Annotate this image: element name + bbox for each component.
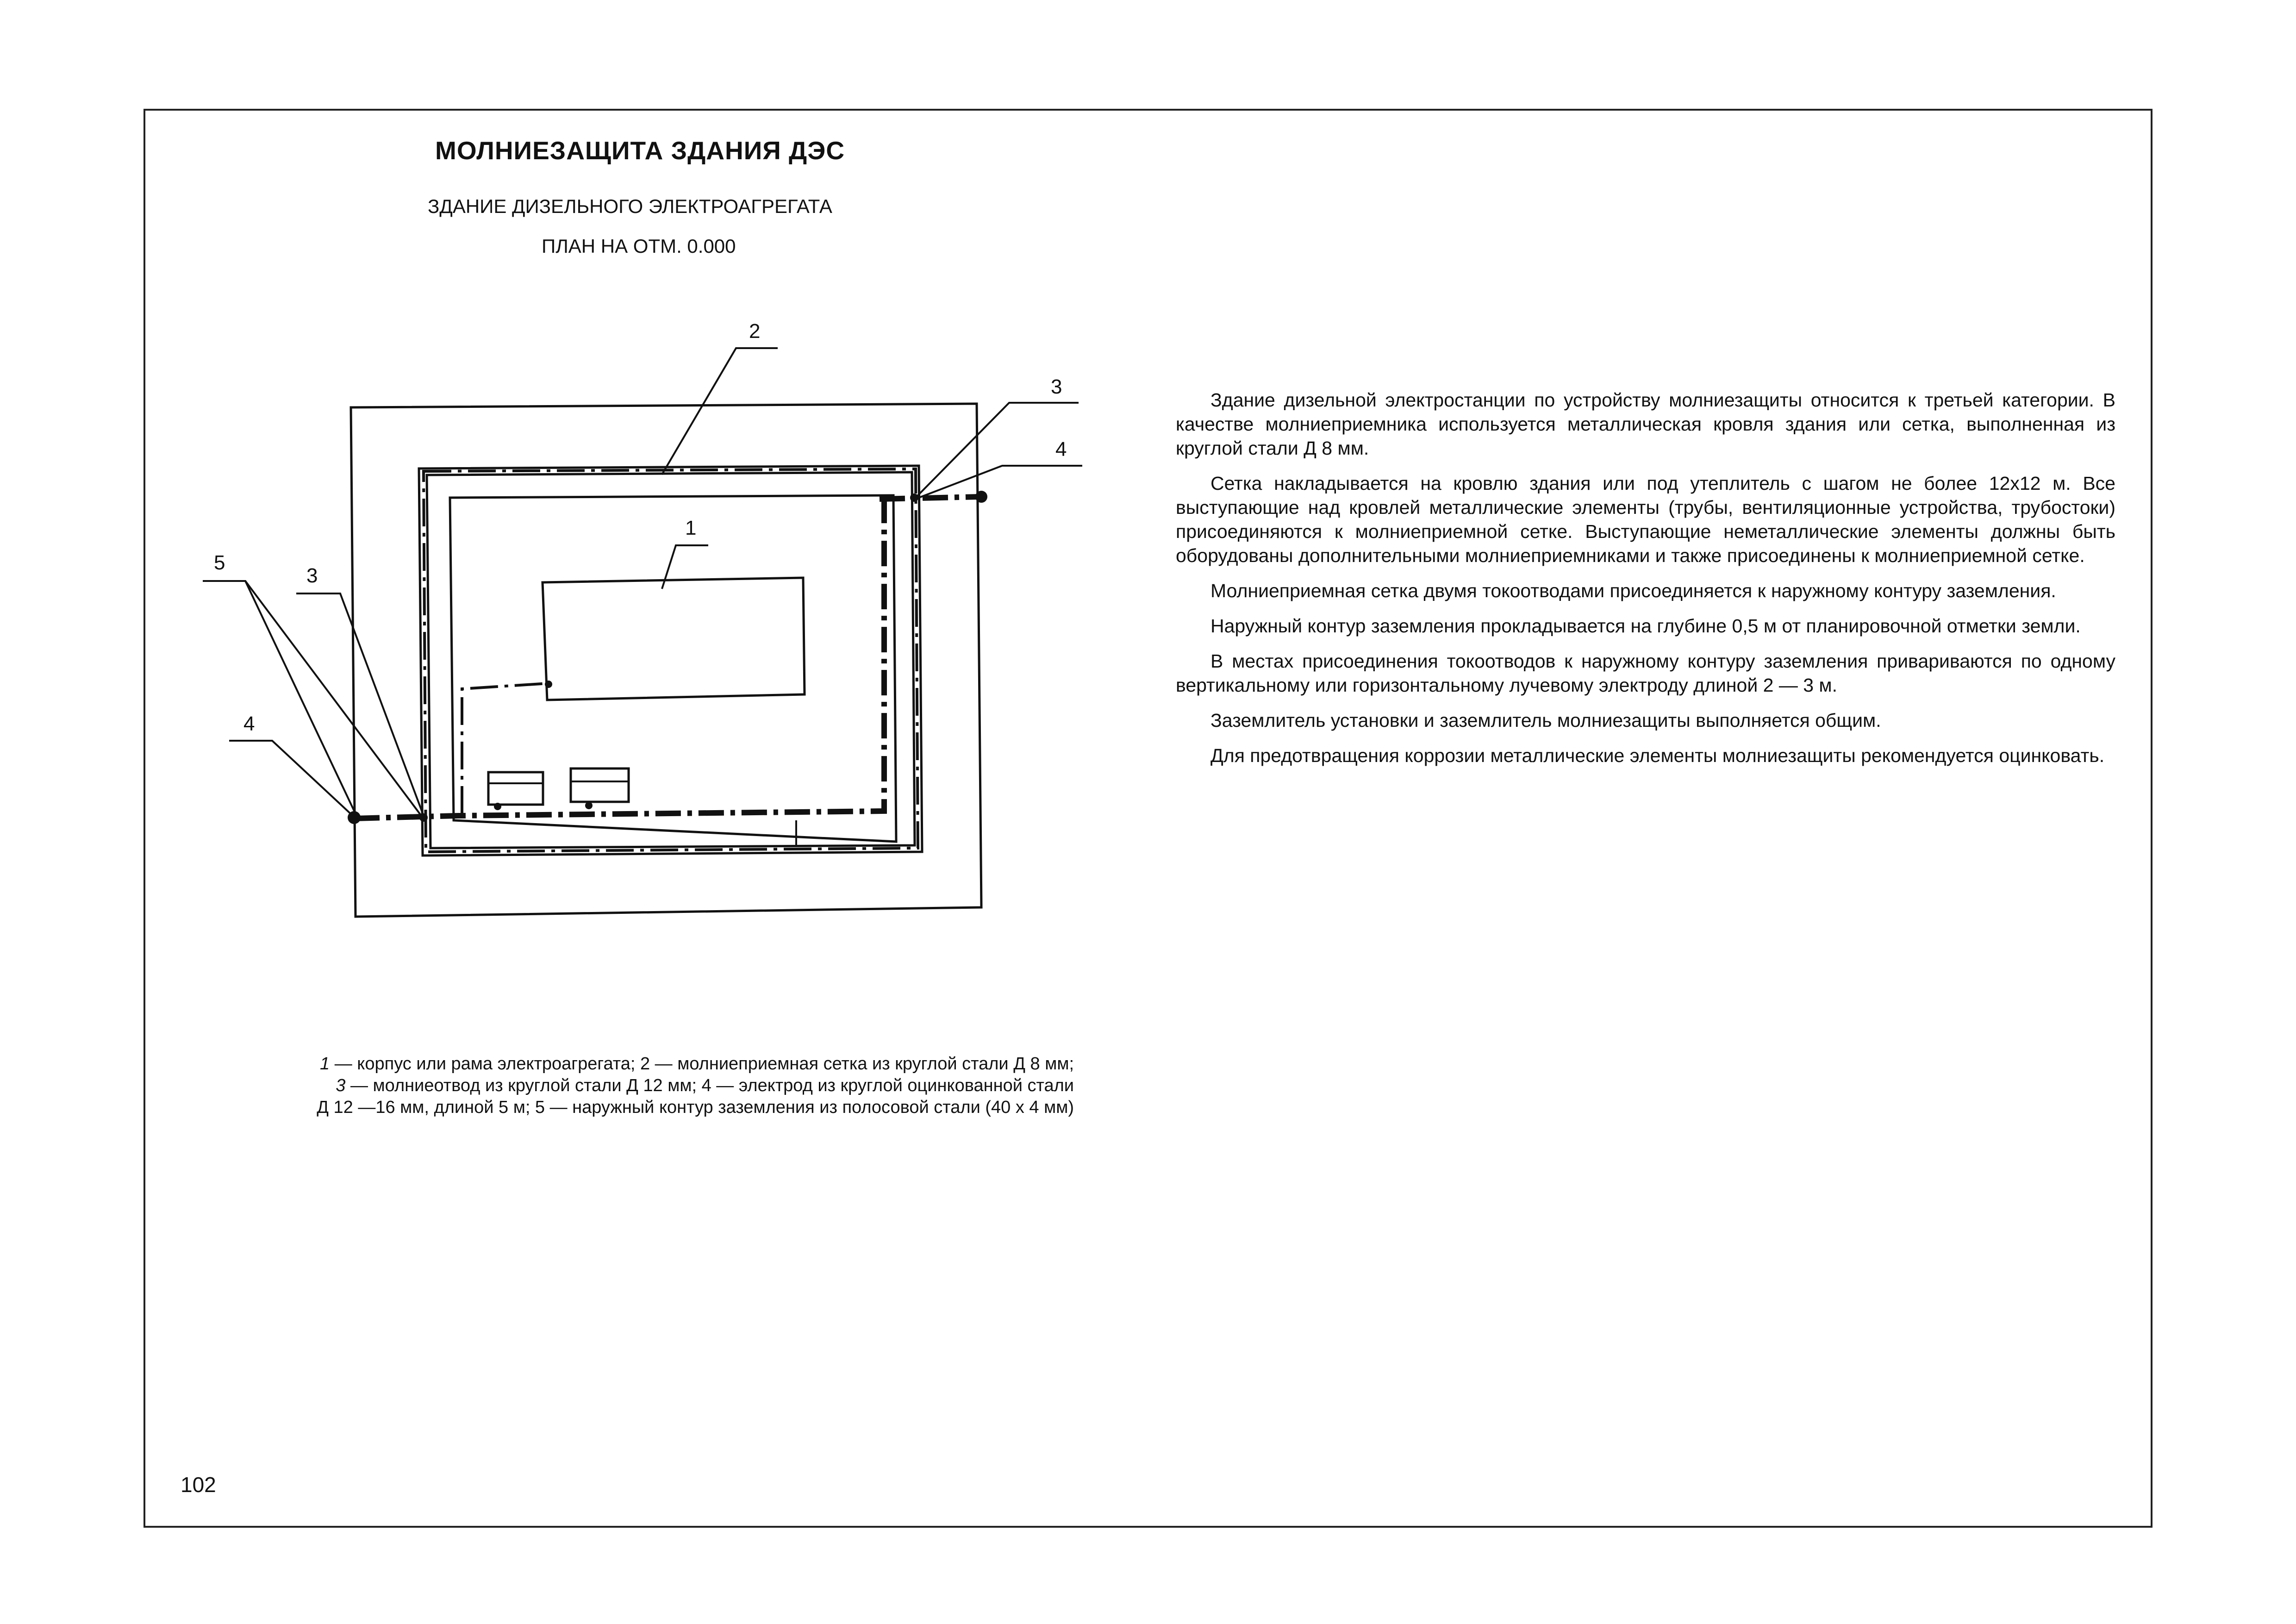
paragraph: Здание дизельной электростанции по устройству молниезащиты относится к третьей категории. В качестве молниеприемника используется металлическая кровля здания или сетка, выполненная из круглой стали Д 8 мм. bbox=[1176, 389, 2115, 459]
building-wall-outer bbox=[419, 466, 922, 856]
lightning-mesh bbox=[424, 469, 918, 852]
legend-line-3: Д 12 —16 мм, длиной 5 м; 5 — наружный контур заземления из полосовой стали (40 х 4 мм) bbox=[317, 1098, 1074, 1117]
paragraph: Сетка накладывается на кровлю здания или под утеплитель с шагом не более 12х12 м. Все выступающие над кровлей металлические элементы (трубы, вентиляционные устройства, трубостоки) присоединяются к молниеприемной сетке. Выступающие неметаллические элементы должны быть оборудованы дополнительными молниеприемниками и также присоединены к молниеприемной сетке. bbox=[1176, 473, 2115, 566]
legend-line-2: — молниеотвод из круглой стали Д 12 мм; 4 — электрод из круглой оцинкованной стали bbox=[350, 1076, 1074, 1095]
downconductor-right bbox=[880, 497, 980, 499]
paragraph: В местах присоединения токоотводов к наружному контуру заземления привариваются по одному вертикальному или горизонтальному лучевому электроду длиной 2 — 3 м. bbox=[1176, 650, 2115, 696]
description-text bbox=[1176, 388, 2115, 779]
legend-number-3: 3 bbox=[336, 1076, 346, 1095]
generator-body bbox=[543, 578, 805, 700]
equipment-box-2 bbox=[571, 768, 629, 802]
callout-3-right: 3 bbox=[1051, 375, 1062, 398]
room-outline bbox=[450, 495, 896, 842]
drawing-legend bbox=[231, 1053, 1074, 1118]
paragraph: Для предотвращения коррозии металлические элементы молниезащиты рекомендуется оцинковать. bbox=[1210, 745, 2105, 766]
callout-4-right: 4 bbox=[1055, 438, 1067, 461]
plan-label: ПЛАН НА ОТМ. 0.000 bbox=[542, 235, 736, 257]
callout-2: 2 bbox=[749, 320, 761, 343]
drawing-subtitle: ЗДАНИЕ ДИЗЕЛЬНОГО ЭЛЕКТРОАГРЕГАТА bbox=[428, 195, 832, 217]
building-wall-inner bbox=[427, 472, 915, 848]
legend-line-1: — корпус или рама электроагрегата; 2 — молниеприемная сетка из круглой стали Д 8 мм; bbox=[334, 1054, 1074, 1074]
paragraph: Наружный контур заземления прокладывается на глубине 0,5 м от планировочной отметки земли. bbox=[1210, 615, 2081, 637]
page-number: 102 bbox=[181, 1473, 216, 1497]
page-title: МОЛНИЕЗАЩИТА ЗДАНИЯ ДЭС bbox=[435, 136, 845, 165]
equipment-box-1 bbox=[488, 772, 543, 805]
callout-3-left: 3 bbox=[306, 564, 318, 587]
mesh-branch-inner bbox=[462, 683, 549, 814]
electrode-right bbox=[975, 491, 987, 503]
legend-number-1: 1 bbox=[320, 1054, 330, 1074]
paragraph: Заземлитель установки и заземлитель молниезащиты выполняется общим. bbox=[1210, 710, 1881, 731]
callout-4-left: 4 bbox=[243, 712, 255, 735]
callout-1: 1 bbox=[685, 517, 697, 539]
callout-5: 5 bbox=[214, 551, 225, 574]
paragraph: Молниеприемная сетка двумя токоотводами присоединяется к наружному контуру заземления. bbox=[1210, 580, 2056, 601]
